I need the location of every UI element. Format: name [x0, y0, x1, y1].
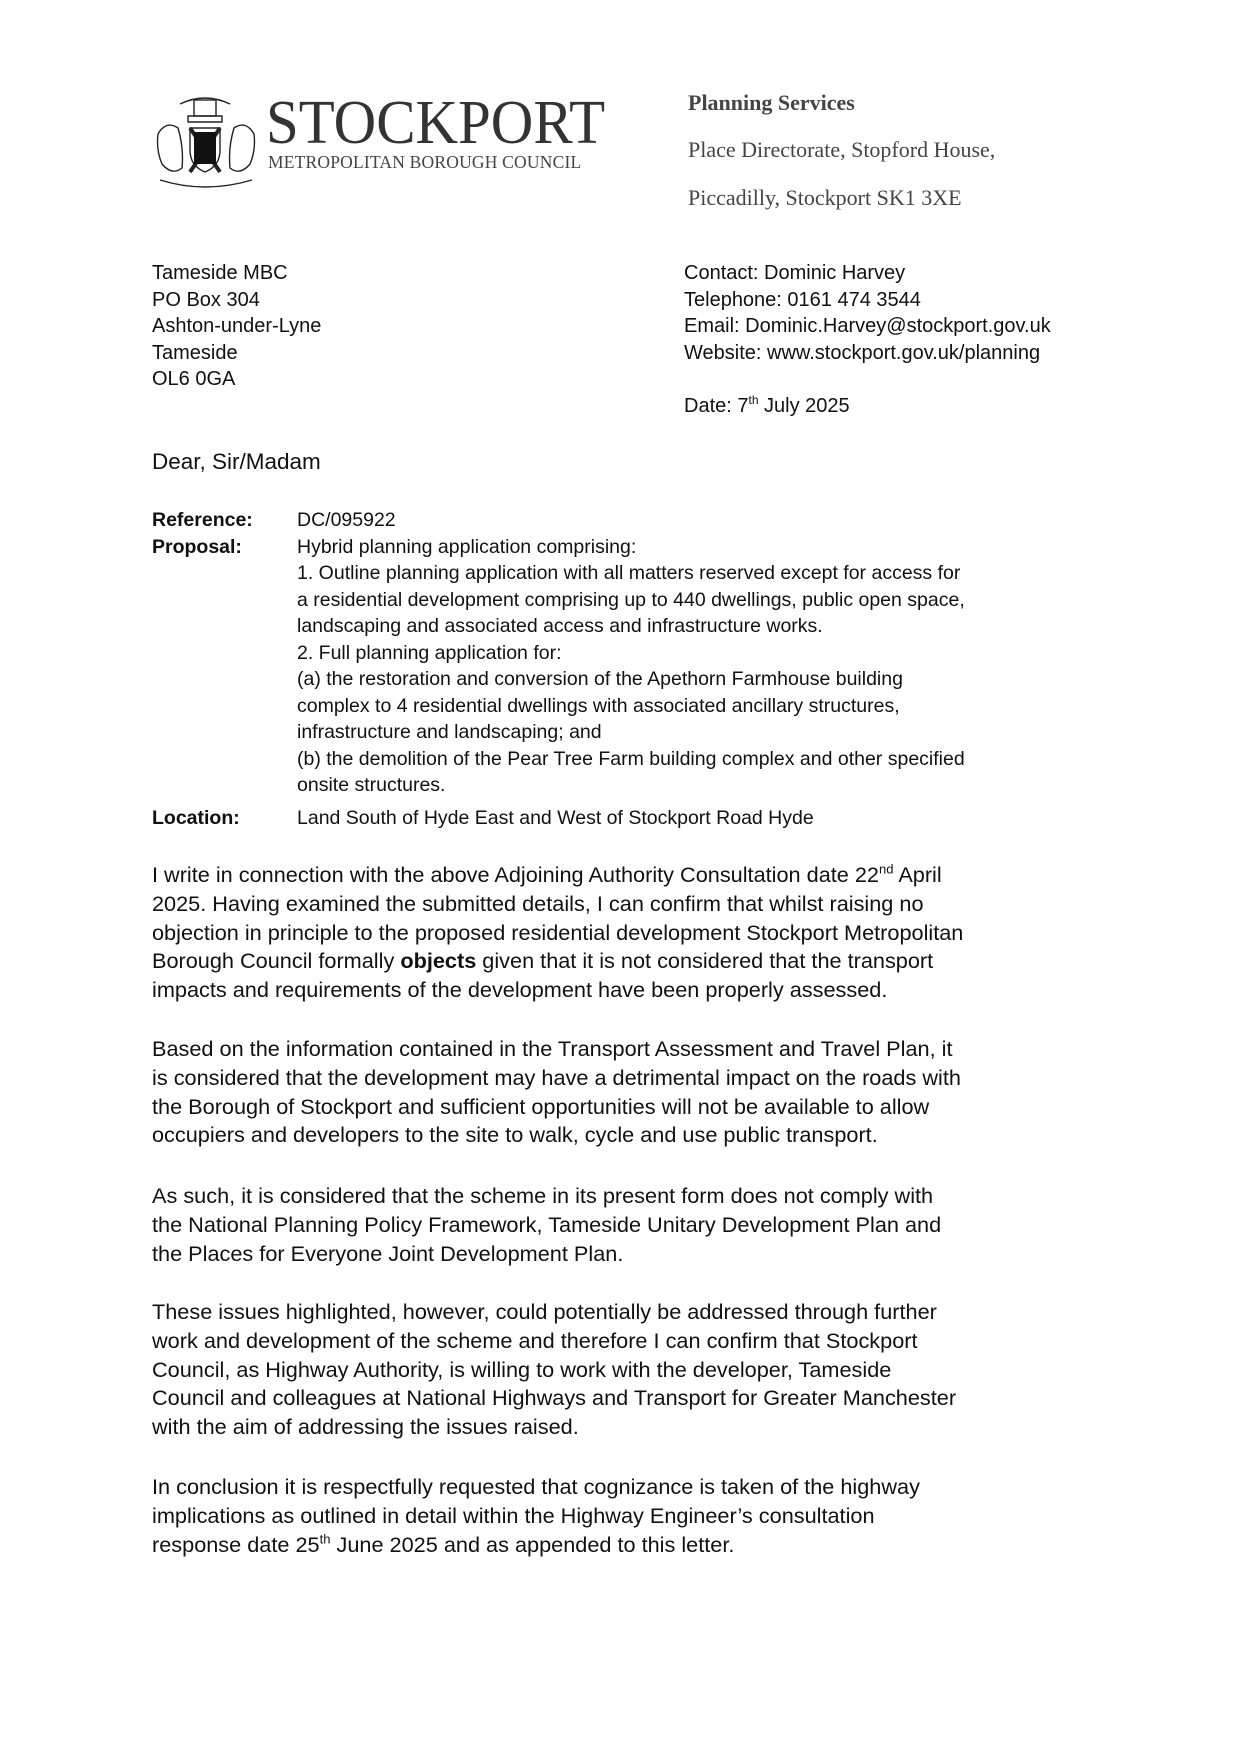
paragraph-line [152, 1384, 956, 1413]
date-suffix: July 2025 [758, 395, 850, 417]
text-segment: I write in connection with the above Adjoining Authority Consultation date 22 [152, 862, 879, 887]
text-segment: As such, it is considered that the scheme in its present form does not comply with [152, 1183, 934, 1208]
contact-block [684, 260, 1051, 420]
paragraph-line [152, 1413, 956, 1442]
text-segment: given that it is not considered that the transport [476, 948, 934, 974]
paragraph-line [152, 1502, 920, 1531]
text-segment: Council and colleagues at National Highways and Transport for Greater Manchester [152, 1385, 957, 1411]
proposal-line: a residential development comprising up to 440 dwellings, public open space, [297, 588, 965, 611]
text-segment: work and development of the scheme and therefore I can confirm that Stockport [152, 1327, 918, 1353]
recipient-line: Tameside MBC [152, 262, 288, 284]
recipient-address [152, 260, 321, 393]
recipient-line: PO Box 304 [152, 288, 260, 311]
paragraph-line [152, 1182, 941, 1211]
body-paragraph-2 [152, 1035, 961, 1150]
contact-telephone: Telephone: 0161 474 3544 [684, 288, 921, 311]
paragraph-line [152, 1473, 920, 1502]
department-name: Planning Services [688, 90, 855, 115]
proposal-line: complex to 4 residential dwellings with associated ancillary structures, [297, 694, 900, 717]
proposal-line: infrastructure and landscaping; and [297, 721, 602, 743]
text-segment: the Places for Everyone Joint Development Plan. [152, 1240, 624, 1266]
text-segment: impacts and requirements of the development have been properly assessed. [152, 977, 888, 1003]
date-sup: th [748, 393, 759, 408]
paragraph-line [152, 1121, 961, 1150]
text-segment: with the aim of addressing the issues raised. [152, 1414, 579, 1440]
paragraph-line [152, 1356, 956, 1385]
org-name: STOCKPORT [266, 89, 606, 157]
recipient-line: Tameside [152, 341, 238, 364]
proposal-line: (a) the restoration and conversion of the Apethorn Farmhouse building [297, 668, 903, 690]
text-segment: the Borough of Stockport and sufficient opportunities will not be available to allow [152, 1093, 930, 1119]
proposal-label: Proposal: [152, 535, 242, 558]
paragraph-line [152, 1298, 956, 1327]
text-segment: Based on the information contained in the Transport Assessment and Travel Plan, it [152, 1036, 953, 1061]
letter-date [684, 393, 1051, 420]
department-address-line1: Place Directorate, Stopford House, [688, 137, 996, 162]
proposal-line: Hybrid planning application comprising: [297, 535, 637, 558]
paragraph-line [152, 919, 963, 948]
text-segment: Council, as Highway Authority, is willing to work with the developer, Tameside [152, 1356, 892, 1382]
superscript-text: th [319, 1531, 331, 1547]
text-segment: occupiers and developers to the site to walk, cycle and use public transport. [152, 1122, 878, 1148]
body-paragraph-3 [152, 1182, 941, 1268]
date-prefix: Date: 7 [684, 395, 749, 417]
proposal-line: (b) the demolition of the Pear Tree Farm building complex and other specified [297, 747, 965, 770]
text-segment: 2025. Having examined the submitted details, I can confirm that whilst raising no [152, 890, 924, 916]
paragraph-line [152, 1531, 920, 1560]
greeting: Dear, Sir/Madam [152, 449, 321, 474]
text-segment: Borough Council formally [152, 948, 401, 974]
text-segment: is considered that the development may have a detrimental impact on the roads with [152, 1064, 961, 1090]
paragraph-line [152, 890, 963, 919]
recipient-line: OL6 0GA [152, 368, 236, 390]
proposal-line: onsite structures. [297, 774, 446, 796]
paragraph-line [152, 1093, 961, 1122]
location-row [152, 805, 965, 832]
paragraph-line [152, 1327, 956, 1356]
proposal-line: landscaping and associated access and infrastructure works. [297, 615, 823, 637]
org-subtitle: METROPOLITAN BOROUGH COUNCIL [268, 152, 582, 172]
superscript-text: nd [879, 861, 894, 877]
contact-name: Contact: Dominic Harvey [684, 262, 906, 284]
body-paragraph-5 [152, 1473, 920, 1559]
council-crest-logo [150, 94, 262, 192]
text-segment: implications as outlined in detail within the Highway Engineer’s consultation [152, 1502, 875, 1528]
text-segment: objection in principle to the proposed residential development Stockport Metropolitan [152, 919, 964, 945]
text-segment: April [893, 862, 942, 887]
text-segment: In conclusion it is respectfully requested that cognizance is taken of the highway [152, 1474, 920, 1499]
reference-row [152, 507, 965, 534]
paragraph-line [152, 1064, 961, 1093]
paragraph-line [152, 947, 963, 976]
proposal-line: 1. Outline planning application with all matters reserved except for access for [297, 562, 961, 584]
department-address-line2: Piccadilly, Stockport SK1 3XE [688, 185, 962, 210]
text-segment: the National Planning Policy Framework, Tameside Unitary Development Plan and [152, 1211, 942, 1237]
location-value: Land South of Hyde East and West of Stockport Road Hyde [297, 806, 814, 829]
bold-text: objects [400, 948, 477, 974]
reference-value: DC/095922 [297, 509, 396, 531]
proposal-line: 2. Full planning application for: [297, 641, 562, 664]
reference-label: Reference: [152, 509, 253, 531]
body-paragraph-1 [152, 861, 963, 1005]
text-segment: response date 25 [152, 1531, 320, 1557]
text-segment: These issues highlighted, however, could potentially be addressed through further [152, 1299, 937, 1324]
paragraph-line [152, 861, 963, 890]
contact-email[interactable]: Email: Dominic.Harvey@stockport.gov.uk [684, 315, 1051, 337]
location-label: Location: [152, 806, 240, 829]
recipient-line: Ashton-under-Lyne [152, 315, 322, 337]
paragraph-line [152, 1240, 941, 1269]
paragraph-line [152, 1035, 961, 1064]
proposal-value [297, 534, 965, 799]
paragraph-line [152, 976, 963, 1005]
text-segment: June 2025 and as appended to this letter. [330, 1531, 735, 1557]
body-paragraph-4 [152, 1298, 956, 1442]
reference-block [152, 507, 965, 831]
paragraph-line [152, 1211, 941, 1240]
contact-website[interactable]: Website: www.stockport.gov.uk/planning [684, 341, 1041, 364]
proposal-row [152, 534, 965, 799]
